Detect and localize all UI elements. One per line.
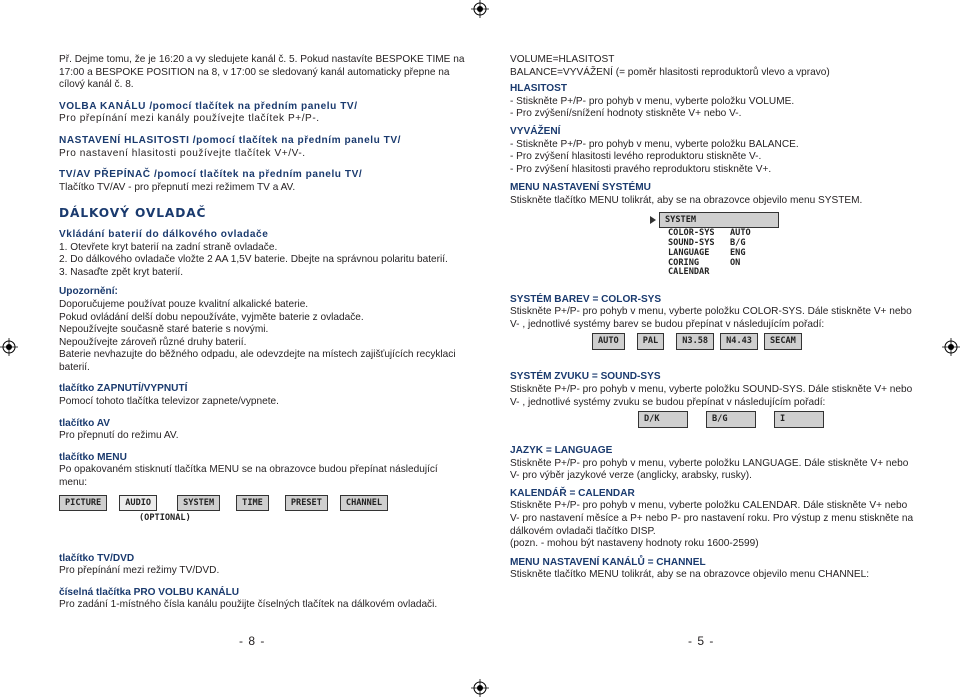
section-heading: JAZYK = LANGUAGE xyxy=(510,445,613,457)
section-heading: tlačítko TV/DVD xyxy=(59,552,135,564)
text-line: cílový kanál č. 8. xyxy=(59,79,134,91)
page-number-left: - 8 - xyxy=(239,634,266,648)
text-line: V- pro výběr jazykové verze (anglicky, arabsky, rusky). xyxy=(510,470,752,482)
registration-mark-icon xyxy=(471,0,489,18)
text-line: dálkovém ovladači tlačítko DISP. xyxy=(510,525,656,537)
section-heading: tlačítko ZAPNUTÍ/VYPNUTÍ xyxy=(59,383,188,395)
page-number-right: - 5 - xyxy=(688,634,715,648)
text-line: (pozn. - mohou být nastaveny hodnoty roku 1600-2599) xyxy=(510,538,759,550)
color-sys-osd xyxy=(592,333,910,363)
remote-title: DÁLKOVÝ OVLADAČ xyxy=(59,206,207,221)
text-line: V- , jednotlivé systémy zvuku se budou přepínat v následujícím pořadí: xyxy=(510,396,826,408)
section-heading: Upozornění: xyxy=(59,286,118,298)
section-heading: TV/AV PŘEPÍNAČ /pomocí tlačítek na předním panelu TV/ xyxy=(59,169,363,181)
pointer-arrow-icon xyxy=(650,216,656,224)
step-line: 1. Otevřete kryt baterií na zadní straně ovladače. xyxy=(59,241,278,253)
registration-mark-icon xyxy=(0,338,18,356)
osd-row: CORING ON xyxy=(668,257,741,268)
section-heading: HLASITOST xyxy=(510,83,568,95)
osd-option: N4.43 xyxy=(720,333,758,350)
osd-menu-system: SYSTEM xyxy=(177,495,220,512)
osd-optional-note: (OPTIONAL) xyxy=(139,512,191,523)
intro-paragraph xyxy=(59,54,465,92)
osd-menu-preset: PRESET xyxy=(285,495,328,512)
osd-menu-channel: CHANNEL xyxy=(340,495,388,512)
section-text: Pro přepnutí do režimu AV. xyxy=(59,430,179,442)
osd-menu-audio: AUDIO xyxy=(119,495,157,512)
section-heading: MENU NASTAVENÍ KANÁLŮ = CHANNEL xyxy=(510,556,706,568)
text-line: V- pro nastavení měsíce a P+ nebo P- pro nastavení roku. Pro výstup z menu stiskněte na xyxy=(510,513,914,525)
section-text: Pro nastavení hlasitosti používejte tlačítek V+/V-. xyxy=(59,147,306,159)
warning-line: baterií. xyxy=(59,361,90,373)
text-line: Stiskněte P+/P- pro pohyb v menu, vyberte položku SOUND-SYS. Dále stiskněte V+ nebo xyxy=(510,383,913,395)
osd-option: N3.58 xyxy=(676,333,714,350)
warning-line: Nepoužívejte současně staré baterie s novými. xyxy=(59,324,269,336)
text-line: - Stiskněte P+/P- pro pohyb v menu, vyberte položku VOLUME. xyxy=(510,95,795,107)
text-line: V- , jednotlivé systémy barev se budou přepínat v následujícím pořadí: xyxy=(510,318,825,330)
osd-system-title: SYSTEM xyxy=(659,212,779,229)
osd-menu-picture: PICTURE xyxy=(59,495,107,512)
text-line: Stiskněte P+/P- pro pohyb v menu, vyberte položku LANGUAGE. Dále stiskněte V+ nebo xyxy=(510,457,909,469)
text-line: Stiskněte P+/P- pro pohyb v menu, vyberte položku COLOR-SYS. Dále stiskněte V+ nebo xyxy=(510,306,912,318)
text-line: VOLUME=HLASITOST xyxy=(510,54,615,65)
osd-system-list xyxy=(668,229,810,278)
osd-option: D/K xyxy=(638,411,688,428)
osd-row: CALENDAR xyxy=(668,267,710,278)
osd-option: AUTO xyxy=(592,333,625,350)
section-text: menu: xyxy=(59,477,88,489)
section-heading: VOLBA KANÁLU /pomocí tlačítek na předním panelu TV/ xyxy=(59,100,358,112)
osd-option: PAL xyxy=(637,333,665,350)
osd-option: B/G xyxy=(706,411,756,428)
warning-line: Baterie nevhazujte do běžného odpadu, ale odevzdejte na místech zajišťujících recyklaci xyxy=(59,349,456,361)
section-text: Stiskněte tlačítko MENU tolikrát, aby se na obrazovce objevilo menu CHANNEL: xyxy=(510,569,870,581)
section-text: Pro přepínání mezi kanály používejte tlačítek P+/P-. xyxy=(59,113,320,125)
section-heading: KALENDÁŘ = CALENDAR xyxy=(510,487,635,499)
text-line: BALANCE=VYVÁŽENÍ (= poměr hlasitosti reproduktorů vlevo a vpravo) xyxy=(510,66,830,78)
text-line: Stiskněte P+/P- pro pohyb v menu, vyberte položku CALENDAR. Dále stiskněte V+ nebo xyxy=(510,500,908,512)
section-heading: Vkládání baterií do dálkového ovladače xyxy=(59,228,269,240)
section-text: Tlačítko TV/AV - pro přepnutí mezi režimem TV a AV. xyxy=(59,181,296,193)
step-line: 2. Do dálkového ovladače vložte 2 AA 1,5V baterie. Dbejte na správnou polaritu baterií. xyxy=(59,254,448,266)
section-heading: tlačítko AV xyxy=(59,417,111,429)
text-line: - Pro zvýšení hlasitosti pravého reproduktoru stiskněte V+. xyxy=(510,163,772,175)
section-text: Pro zadání 1-místného čísla kanálu použijte číselných tlačítek na dálkovém ovladači. xyxy=(59,599,438,611)
section-heading: číselná tlačítka PRO VOLBU KANÁLU xyxy=(59,586,240,598)
section-heading: VYVÁŽENÍ xyxy=(510,125,561,137)
section-heading: NASTAVENÍ HLASITOSTI /pomocí tlačítek na předním panelu TV/ xyxy=(59,134,402,146)
text-line: - Pro zvýšení hlasitosti levého reproduktoru stiskněte V-. xyxy=(510,151,762,163)
section-heading: tlačítko MENU xyxy=(59,451,127,463)
osd-row: SOUND-SYS B/G xyxy=(668,237,746,248)
step-line: 3. Nasaďte zpět kryt baterií. xyxy=(59,266,184,278)
warning-line: Doporučujeme používat pouze kvalitní alkalické baterie. xyxy=(59,298,309,310)
text-line: - Pro zvýšení/snížení hodnoty stiskněte V+ nebo V-. xyxy=(510,108,742,120)
warning-line: Nepoužívejte zároveň různé druhy baterií. xyxy=(59,336,247,348)
sound-sys-osd xyxy=(638,411,910,439)
system-osd xyxy=(650,212,810,290)
text-line: - Stiskněte P+/P- pro pohyb v menu, vyberte položku BALANCE. xyxy=(510,138,799,150)
section-text: Po opakovaném stisknutí tlačítka MENU se na obrazovce budou přepínat následující xyxy=(59,464,438,476)
osd-row: LANGUAGE ENG xyxy=(668,247,746,258)
section-text: Pro přepínání mezi režimy TV/DVD. xyxy=(59,565,220,577)
menu-osd-strip xyxy=(59,495,459,553)
section-heading: SYSTÉM ZVUKU = SOUND-SYS xyxy=(510,371,661,383)
osd-row: COLOR-SYS AUTO xyxy=(668,228,751,239)
registration-mark-icon xyxy=(471,679,489,697)
text-line: 17:00 a BESPOKE POSITION na 8, v 17:00 se sledovaný kanál automaticky přepne na xyxy=(59,66,450,78)
osd-option: SECAM xyxy=(764,333,802,350)
section-heading: MENU NASTAVENÍ SYSTÉMU xyxy=(510,182,651,194)
right-page xyxy=(510,54,914,582)
section-text: Pomocí tohoto tlačítka televizor zapnete/vypnete. xyxy=(59,396,279,408)
osd-menu-time: TIME xyxy=(236,495,269,512)
section-text: Stiskněte tlačítko MENU tolikrát, aby se na obrazovce objevilo menu SYSTEM. xyxy=(510,194,863,206)
left-page xyxy=(59,54,465,612)
text-line: Př. Dejme tomu, že je 16:20 a vy sledujete kanál č. 5. Pokud nastavíte BESPOKE TIME na xyxy=(59,54,465,65)
section-heading: SYSTÉM BAREV = COLOR-SYS xyxy=(510,293,662,305)
warning-line: Pokud ovládání delší dobu nepoužíváte, vyjměte baterie z ovladače. xyxy=(59,311,364,323)
registration-mark-icon xyxy=(942,338,960,356)
osd-option: I xyxy=(774,411,824,428)
